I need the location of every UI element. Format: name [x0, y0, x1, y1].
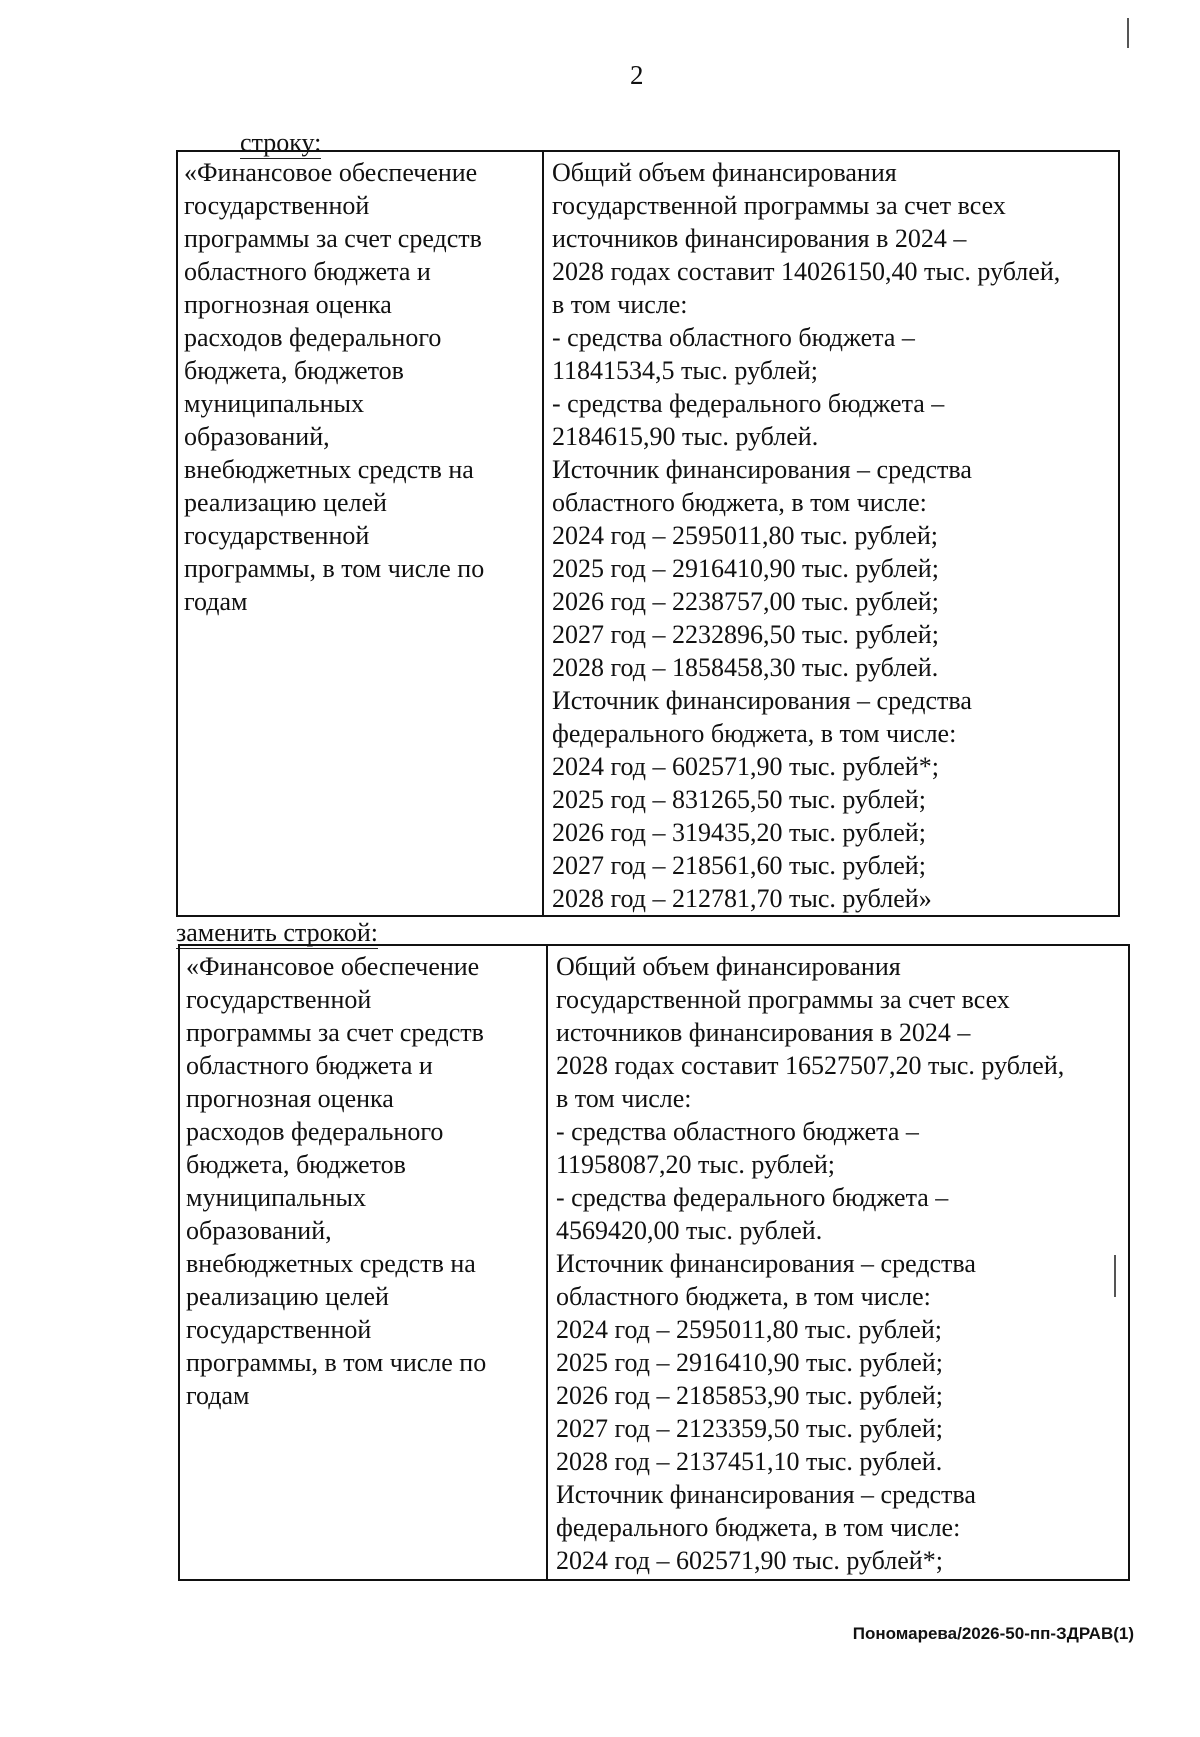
cell-text-line: 2028 год – 2137451,10 тыс. рублей.: [556, 1447, 943, 1476]
cell-text-line: - средства областного бюджета –: [556, 1117, 919, 1146]
cell-text-line: 2028 год – 1858458,30 тыс. рублей.: [552, 653, 939, 682]
cell-text-line: областного бюджета, в том числе:: [556, 1282, 931, 1311]
cell-text-line: областного бюджета, в том числе:: [552, 488, 927, 517]
cell-text-line: 2026 год – 319435,20 тыс. рублей;: [552, 818, 926, 847]
cell-text-line: 2027 год – 218561,60 тыс. рублей;: [552, 851, 926, 880]
cell-text-line: 2024 год – 2595011,80 тыс. рублей;: [552, 521, 938, 550]
cell-text-line: - средства федерального бюджета –: [552, 389, 945, 418]
cell-text-line: 2025 год – 831265,50 тыс. рублей;: [552, 785, 926, 814]
new-row-label: заменить строкой:: [176, 918, 379, 947]
table-row: [177, 151, 1119, 916]
cell-text-line: 11841534,5 тыс. рублей;: [552, 356, 818, 385]
cell-text-line: «Финансовое обеспечение: [184, 158, 478, 187]
cell-text-line: 2026 год – 2185853,90 тыс. рублей;: [556, 1381, 943, 1410]
cell-text-line: прогнозная оценка: [186, 1084, 394, 1113]
old-row-table: [176, 150, 1120, 917]
cell-text-line: программы за счет средств: [184, 224, 482, 253]
cell-text-line: Источник финансирования – средства: [556, 1249, 976, 1278]
cell-text-line: областного бюджета и: [184, 257, 431, 286]
cell-text-line: государственной: [186, 1315, 372, 1344]
cell-text-line: реализацию целей: [184, 488, 387, 517]
cell-text-line: 2024 год – 602571,90 тыс. рублей*;: [552, 752, 939, 781]
cell-text-line: федерального бюджета, в том числе:: [556, 1513, 961, 1542]
cell-text-line: федерального бюджета, в том числе:: [552, 719, 957, 748]
cell-text-line: государственной: [186, 985, 372, 1014]
cell-text-line: - средства федерального бюджета –: [556, 1183, 949, 1212]
cell-text-line: - средства областного бюджета –: [552, 323, 915, 352]
cell-text-line: 4569420,00 тыс. рублей.: [556, 1216, 823, 1245]
cell-text-line: источников финансирования в 2024 –: [552, 224, 967, 253]
cell-text-line: 11958087,20 тыс. рублей;: [556, 1150, 835, 1179]
cell-text-line: 2027 год – 2123359,50 тыс. рублей;: [556, 1414, 943, 1443]
cell-text-line: «Финансовое обеспечение: [186, 952, 480, 981]
cell-text-line: 2028 годах составит 16527507,20 тыс. рублей,: [556, 1051, 1065, 1080]
cell-text-line: государственной программы за счет всех: [552, 191, 1006, 220]
cell-text-line: 2025 год – 2916410,90 тыс. рублей;: [552, 554, 939, 583]
cell-text-line: программы, в том числе по: [184, 554, 485, 583]
cell-text-line: внебюджетных средств на: [184, 455, 474, 484]
new-row-table: [178, 944, 1130, 1581]
cell-text-line: программы за счет средств: [186, 1018, 484, 1047]
table-row: [179, 945, 1129, 1580]
cell-text-line: бюджета, бюджетов: [184, 356, 404, 385]
cell-text-line: источников финансирования в 2024 –: [556, 1018, 971, 1047]
cell-text-line: программы, в том числе по: [186, 1348, 487, 1377]
cell-text-line: образований,: [186, 1216, 332, 1245]
cell-text-line: расходов федерального: [186, 1117, 444, 1146]
cell-text-line: 2027 год – 2232896,50 тыс. рублей;: [552, 620, 939, 649]
cell-text-line: бюджета, бюджетов: [186, 1150, 406, 1179]
cell-text-line: муниципальных: [186, 1183, 367, 1212]
cell-text-line: 2024 год – 2595011,80 тыс. рублей;: [556, 1315, 942, 1344]
cell-text-line: годам: [186, 1381, 250, 1410]
cell-text-line: государственной: [184, 521, 370, 550]
cell-text-line: государственной программы за счет всех: [556, 985, 1010, 1014]
page-number: 2: [630, 60, 644, 90]
cell-text-line: внебюджетных средств на: [186, 1249, 476, 1278]
old-row-label: строку:: [240, 128, 322, 157]
cell-text-line: Источник финансирования – средства: [552, 455, 972, 484]
cell-text-line: областного бюджета и: [186, 1051, 433, 1080]
cell-text-line: 2024 год – 602571,90 тыс. рублей*;: [556, 1546, 943, 1575]
cell-text-line: расходов федерального: [184, 323, 442, 352]
cell-text-line: 2184615,90 тыс. рублей.: [552, 422, 819, 451]
cell-text-line: 2028 годах составит 14026150,40 тыс. рублей,: [552, 257, 1061, 286]
row-name-cell: [177, 151, 543, 916]
cell-text-line: годам: [184, 587, 248, 616]
cell-text-line: прогнозная оценка: [184, 290, 392, 319]
cell-text-line: 2025 год – 2916410,90 тыс. рублей;: [556, 1348, 943, 1377]
cell-text-line: в том числе:: [552, 290, 688, 319]
cell-text-line: Источник финансирования – средства: [556, 1480, 976, 1509]
row-value-cell: [543, 151, 1119, 916]
cell-text-line: Общий объем финансирования: [556, 952, 901, 981]
cell-text-line: государственной: [184, 191, 370, 220]
cell-text-line: Источник финансирования – средства: [552, 686, 972, 715]
document-code: Пономарева/2026-50-пп-ЗДРАВ(1): [852, 1624, 1134, 1643]
cell-text-line: 2026 год – 2238757,00 тыс. рублей;: [552, 587, 939, 616]
cell-text-line: Общий объем финансирования: [552, 158, 897, 187]
row-name-cell: [179, 945, 547, 1580]
scan-artifact-line: [1127, 18, 1129, 48]
cell-text-line: в том числе:: [556, 1084, 692, 1113]
cell-text-line: муниципальных: [184, 389, 365, 418]
row-value-cell: [547, 945, 1129, 1580]
cell-text-line: образований,: [184, 422, 330, 451]
cell-text-line: 2028 год – 212781,70 тыс. рублей»: [552, 884, 932, 913]
cell-text-line: реализацию целей: [186, 1282, 389, 1311]
